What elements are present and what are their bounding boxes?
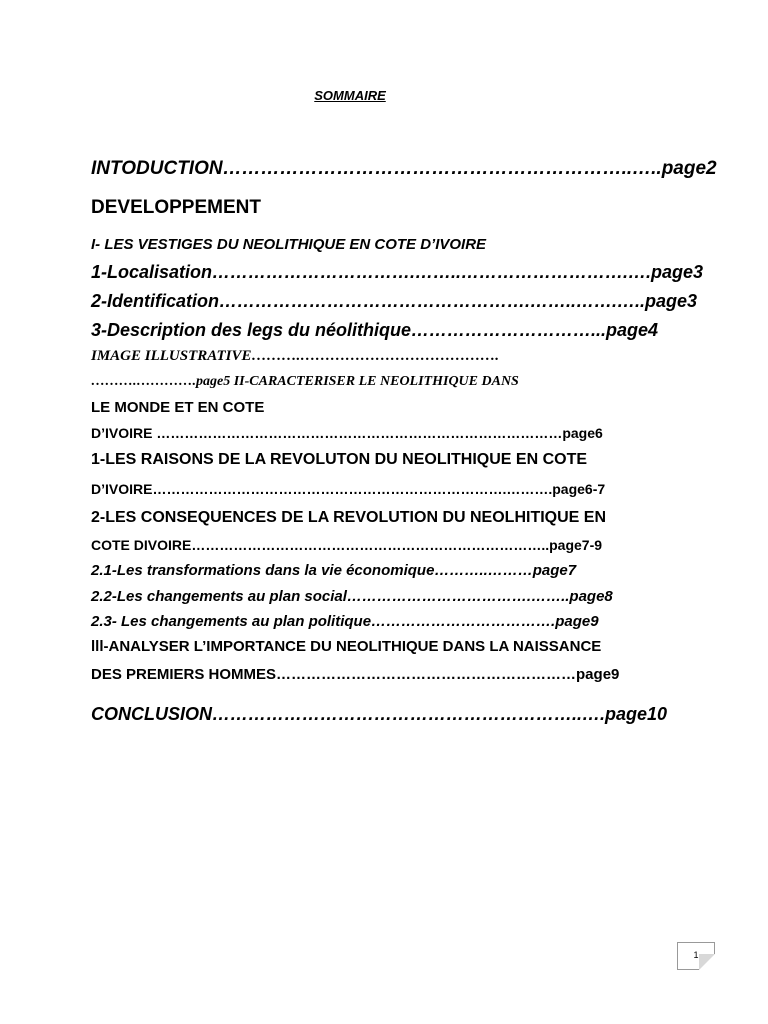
toc-section-3-end: DES PREMIERS HOMMES……………………………………………………page9 xyxy=(91,666,620,683)
toc-entry-image-illustrative: IMAGE ILLUSTRATIVE……….…………………………………. xyxy=(91,348,499,364)
toc-entry-page5-section-2: ……….………….page5 II-CARACTERISER LE NEOLITHIQUE DANS xyxy=(91,374,519,389)
toc-section-1: I- LES VESTIGES DU NEOLITHIQUE EN COTE D’IVOIRE xyxy=(91,236,487,253)
toc-section-2-cont: LE MONDE ET EN COTE xyxy=(91,399,265,416)
toc-entry-raisons: 1-LES RAISONS DE LA REVOLUTON DU NEOLITHIQUE EN COTE xyxy=(91,451,588,468)
toc-entry-raisons-end: D’IVOIRE………………………………………………………………….……….page6-7 xyxy=(91,481,606,497)
toc-entry-localisation: 1-Localisation…………………………….……..……………………….….page3 xyxy=(91,262,704,282)
toc-section-2-end: D’IVOIRE ……………………………………………………………………………page6 xyxy=(91,425,603,441)
toc-section-3: lll-ANALYSER L’IMPORTANCE DU NEOLITHIQUE DANS LA NAISSANCE xyxy=(91,638,602,655)
toc-entry-2-3: 2.3- Les changements au plan politique……………………………….page9 xyxy=(91,613,599,630)
page-number-box xyxy=(677,942,715,970)
toc-entry-consequences: 2-LES CONSEQUENCES DE LA REVOLUTION DU NEOLHITIQUE EN xyxy=(91,509,607,526)
toc-entry-introduction: INTODUCTION………………………………………………………..…..page2 xyxy=(91,158,717,179)
toc-entry-identification: 2-Identification…………………………………………….……..…….…..page3 xyxy=(91,291,698,311)
page-number: 1 xyxy=(693,950,699,960)
toc-heading-developpement: DEVELOPPEMENT xyxy=(91,197,261,218)
toc-entry-description: 3-Description des legs du néolithique…………………………...page4 xyxy=(91,320,659,340)
page-title: SOMMAIRE xyxy=(314,88,386,103)
toc-entry-2-2: 2.2-Les changements au plan social……………………………….……..page8 xyxy=(91,588,613,605)
toc-entry-consequences-end: COTE DIVOIRE…………………………………………………………………..page7-9 xyxy=(91,537,603,553)
toc-entry-conclusion: CONCLUSION……………………………………………………..….page10 xyxy=(91,704,668,724)
page-corner-fold xyxy=(699,954,715,970)
toc-entry-2-1: 2.1-Les transformations dans la vie économique………..………page7 xyxy=(91,562,577,579)
